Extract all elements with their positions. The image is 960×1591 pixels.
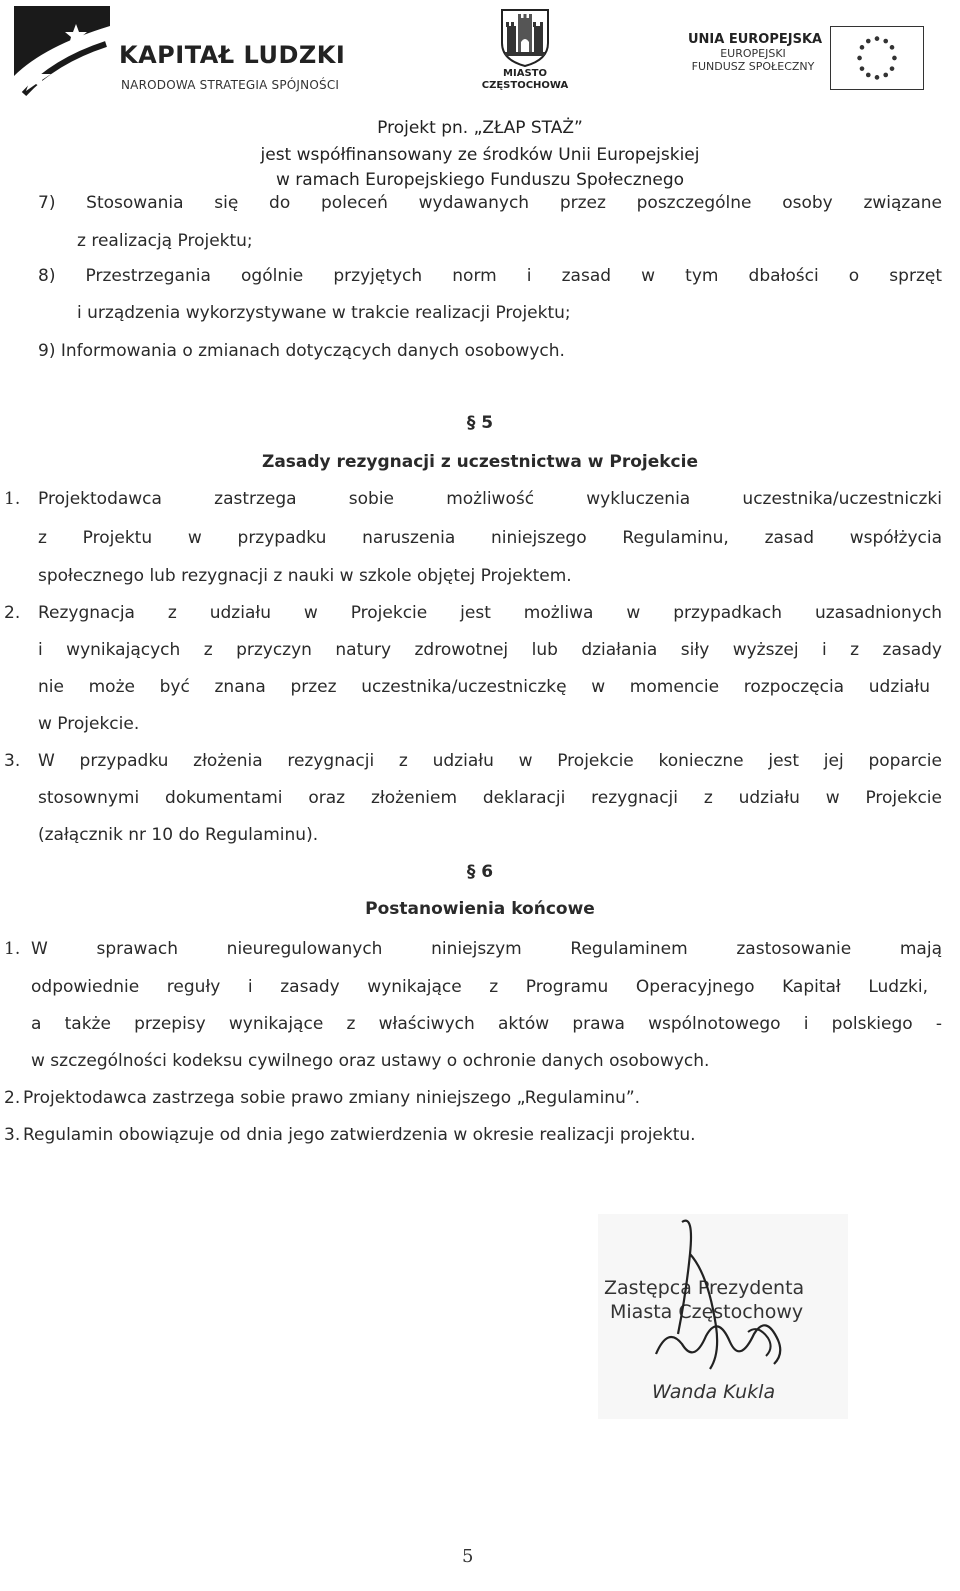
kapital-ludzki-title: KAPITAŁ LUDZKI: [119, 41, 346, 69]
section-5-item-3-line1: W przypadku złożenia rezygnacji z udziału w Projekcie konieczne jest jej poparcie: [38, 751, 942, 771]
section-5-item-3-num: 3.: [4, 751, 21, 771]
section-6-item-1-line2: odpowiednie reguły i zasady wynikające z Programu Operacyjnego Kapitał Ludzki,: [31, 977, 928, 997]
section-6-item-1-line1: W sprawach nieuregulowanych niniejszym Regulaminem zastosowanie mają: [31, 939, 942, 959]
eu-line3: FUNDUSZ SPOŁECZNY: [691, 60, 815, 73]
section-6-title: Postanowienia końcowe: [365, 899, 595, 919]
list-item-7-line1: 7) Stosowania się do poleceń wydawanych przez poszczególne osoby związane: [38, 193, 942, 213]
section-6-item-2-text: Projektodawca zastrzega sobie prawo zmiany niniejszego „Regulaminu”.: [23, 1088, 641, 1108]
section-5-item-1-num: 1.: [4, 489, 21, 509]
list-item-9: 9) Informowania o zmianach dotyczących danych osobowych.: [38, 341, 565, 361]
section-6-item-3-num: 3.: [4, 1125, 21, 1145]
city-crest-icon: [500, 8, 550, 68]
project-fund-line: w ramach Europejskiego Funduszu Społecznego: [275, 170, 685, 190]
section-5-item-2-line4: w Projekcie.: [38, 714, 140, 734]
page-number: 5: [462, 1546, 474, 1567]
section-6-item-3-text: Regulamin obowiązuje od dnia jego zatwierdzenia w okresie realizacji projektu.: [23, 1125, 696, 1145]
kapital-ludzki-logo: [14, 6, 354, 102]
section-6-heading: § 6: [466, 862, 494, 882]
signature-stamp: [598, 1214, 848, 1419]
project-name-line: Projekt pn. „ZŁAP STAŻ”: [377, 118, 583, 138]
stamp-name: Wanda Kukla: [652, 1381, 776, 1403]
kapital-ludzki-mark-icon: [14, 6, 110, 102]
city-name-line2: CZĘSTOCHOWA: [481, 80, 569, 91]
stamp-line1: Zastępca Prezydenta: [604, 1277, 805, 1299]
section-5-item-1-line1: Projektodawca zastrzega sobie możliwość wykluczenia uczestnika/uczestniczki: [38, 489, 942, 509]
eu-line1: UNIA EUROPEJSKA: [688, 32, 823, 47]
section-6-item-2-num: 2.: [4, 1088, 21, 1108]
section-5-heading: § 5: [466, 413, 494, 433]
section-5-item-2-line1: Rezygnacja z udziału w Projekcie jest możliwa w przypadkach uzasadnionych: [38, 603, 942, 623]
project-cofinance-line: jest współfinansowany ze środków Unii Europejskiej: [260, 145, 700, 165]
section-6-item-1-line3: a także przepisy wynikające z właściwych aktów prawa wspólnotowego i polskiego -: [31, 1014, 942, 1034]
section-5-item-2-line3: nie może być znana przez uczestnika/uczestniczkę w momencie rozpoczęcia udziału: [38, 677, 930, 697]
section-5-item-1-line2: z Projektu w przypadku naruszenia niniejszego Regulaminu, zasad współżycia: [38, 528, 942, 548]
czestochowa-logo: [478, 8, 572, 108]
kapital-ludzki-subtitle: NARODOWA STRATEGIA SPÓJNOŚCI: [121, 78, 340, 92]
signature-graphic: [598, 1214, 848, 1419]
eu-flag-icon: [830, 26, 924, 90]
section-5-item-2-num: 2.: [4, 603, 21, 623]
section-5-item-1-line3: społecznego lub rezygnacji z nauki w szkole objętej Projektem.: [38, 566, 572, 586]
list-item-7-line2: z realizacją Projektu;: [77, 231, 253, 251]
section-6-item-1-line4: w szczególności kodeksu cywilnego oraz ustawy o ochronie danych osobowych.: [31, 1051, 710, 1071]
section-5-title: Zasady rezygnacji z uczestnictwa w Projekcie: [262, 452, 698, 472]
section-6-item-1-num: 1.: [4, 939, 21, 959]
list-item-8-line2: i urządzenia wykorzystywane w trakcie realizacji Projektu;: [77, 303, 571, 323]
city-name-line1: MIASTO: [503, 68, 547, 79]
eu-logo: [688, 32, 938, 92]
eu-line2: EUROPEJSKI: [720, 47, 786, 60]
stamp-line2: Miasta Częstochowy: [610, 1301, 804, 1323]
section-5-item-2-line2: i wynikających z przyczyn natury zdrowotnej lub działania siły wyższej i z zasady: [38, 640, 942, 660]
list-item-8-line1: 8) Przestrzegania ogólnie przyjętych norm i zasad w tym dbałości o sprzęt: [38, 266, 942, 286]
section-5-item-3-line3: (załącznik nr 10 do Regulaminu).: [38, 825, 319, 845]
section-5-item-3-line2: stosownymi dokumentami oraz złożeniem deklaracji rezygnacji z udziału w Projekcie: [38, 788, 942, 808]
